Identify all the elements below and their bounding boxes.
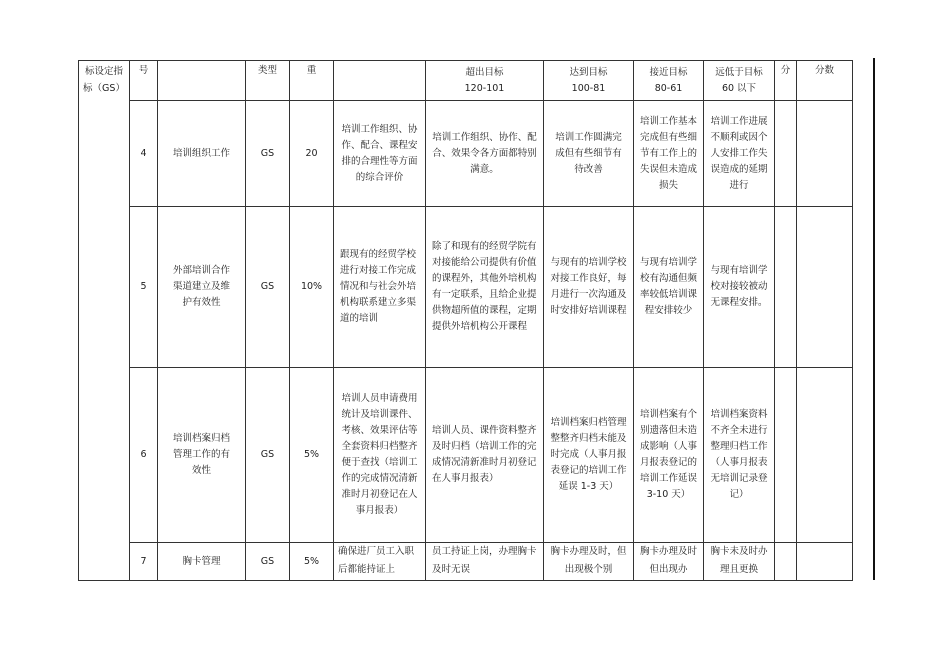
row-type: GS xyxy=(246,207,290,368)
header-score-a: 分 xyxy=(775,61,797,101)
category-cell: 标设定指标（GS） xyxy=(79,61,130,581)
header-exceed-label: 超出目标 xyxy=(465,66,504,78)
header-below xyxy=(704,61,775,101)
header-blank xyxy=(158,61,246,101)
table-row xyxy=(79,368,853,543)
header-type: 类型 xyxy=(246,61,290,101)
kpi-table xyxy=(78,60,853,581)
row-near: 培训工作基本完成但有些细节有工作上的失误但未造成损失 xyxy=(634,101,704,207)
row-below: 与现有培训学校对接较被动无课程安排。 xyxy=(704,207,775,368)
row-below: 胸卡未及时办理且更换 xyxy=(704,543,775,581)
row-weight: 10% xyxy=(290,207,334,368)
header-exceed xyxy=(426,61,544,101)
row-weight: 5% xyxy=(290,543,334,581)
row-name: 外部培训合作渠道建立及维护有效性 xyxy=(158,207,246,368)
header-reach xyxy=(544,61,634,101)
row-standard: 确保进厂员工入职后都能持证上 xyxy=(334,543,426,581)
row-near: 胸卡办理及时但出现办 xyxy=(634,543,704,581)
header-reach-label: 达到目标 xyxy=(569,66,608,78)
row-exceed: 培训工作组织、协作、配合、效果令各方面都特别满意。 xyxy=(426,101,544,207)
row-score-b xyxy=(797,101,853,207)
row-standard: 跟现有的经贸学校进行对接工作完成情况和与社会外培机构联系建立多渠道的培训 xyxy=(334,207,426,368)
header-score-b: 分数 xyxy=(797,61,853,101)
row-reach: 培训档案归档管理整整齐归档未能及时完成（人事月报表登记的培训工作延误 1-3 天） xyxy=(544,368,634,543)
header-below-label: 远低于目标 xyxy=(715,66,763,78)
row-standard: 培训人员申请费用统计及培训课件、考核、效果评估等全套资料归档整齐便于查找（培训工作的完成情况清新准时月初登记在人事月报表） xyxy=(334,368,426,543)
row-below: 培训档案资料不齐全未进行整理归档工作（人事月报表无培训记录登记） xyxy=(704,368,775,543)
row-name: 培训组织工作 xyxy=(158,101,246,207)
header-reach-range: 100-81 xyxy=(571,82,606,94)
row-score-b xyxy=(797,368,853,543)
row-name: 胸卡管理 xyxy=(158,543,246,581)
header-near-range: 80-61 xyxy=(654,82,683,94)
row-no: 6 xyxy=(130,368,158,543)
row-score-a xyxy=(775,368,797,543)
row-weight: 5% xyxy=(290,368,334,543)
row-standard: 培训工作组织、协作、配合、课程安排的合理性等方面的综合评价 xyxy=(334,101,426,207)
row-score-b xyxy=(797,543,853,581)
row-no: 5 xyxy=(130,207,158,368)
header-below-range: 60 以下 xyxy=(721,82,757,94)
row-score-a xyxy=(775,101,797,207)
row-exceed: 除了和现有的经贸学院有对接能给公司提供有价值的课程外，其他外培机构有一定联系，且给企业提供物超所值的课程，定期提供外培机构公开课程 xyxy=(426,207,544,368)
row-score-b xyxy=(797,207,853,368)
row-reach: 与现有的培训学校对接工作良好，每月进行一次沟通及时安排好培训课程 xyxy=(544,207,634,368)
header-near-label: 接近目标 xyxy=(649,66,688,78)
row-near: 培训档案有个别遗落但未造成影响（人事月报表登记的培训工作延误 3-10 天） xyxy=(634,368,704,543)
row-near: 与现有培训学校有沟通但频率较低培训课程安排较少 xyxy=(634,207,704,368)
row-type: GS xyxy=(246,368,290,543)
row-type: GS xyxy=(246,543,290,581)
table-header-row xyxy=(79,61,853,101)
row-exceed: 培训人员、课件资料整齐及时归档（培训工作的完成情况清新准时月初登记在人事月报表） xyxy=(426,368,544,543)
row-score-a xyxy=(775,207,797,368)
row-below: 培训工作进展不顺利或因个人安排工作失误造成的延期进行 xyxy=(704,101,775,207)
row-no: 7 xyxy=(130,543,158,581)
header-weight: 重 xyxy=(290,61,334,101)
row-reach: 胸卡办理及时，但出现极个别 xyxy=(544,543,634,581)
row-no: 4 xyxy=(130,101,158,207)
row-exceed: 员工持证上岗，办理胸卡及时无误 xyxy=(426,543,544,581)
header-exceed-range: 120-101 xyxy=(464,82,505,94)
header-no: 号 xyxy=(130,61,158,101)
table-row xyxy=(79,207,853,368)
table-right-border xyxy=(873,58,875,580)
table-row xyxy=(79,101,853,207)
row-name: 培训档案归档管理工作的有效性 xyxy=(158,368,246,543)
header-standard xyxy=(334,61,426,101)
row-reach: 培训工作圆满完成但有些细节有待改善 xyxy=(544,101,634,207)
row-weight: 20 xyxy=(290,101,334,207)
row-score-a xyxy=(775,543,797,581)
header-near xyxy=(634,61,704,101)
row-type: GS xyxy=(246,101,290,207)
table-row xyxy=(79,543,853,581)
